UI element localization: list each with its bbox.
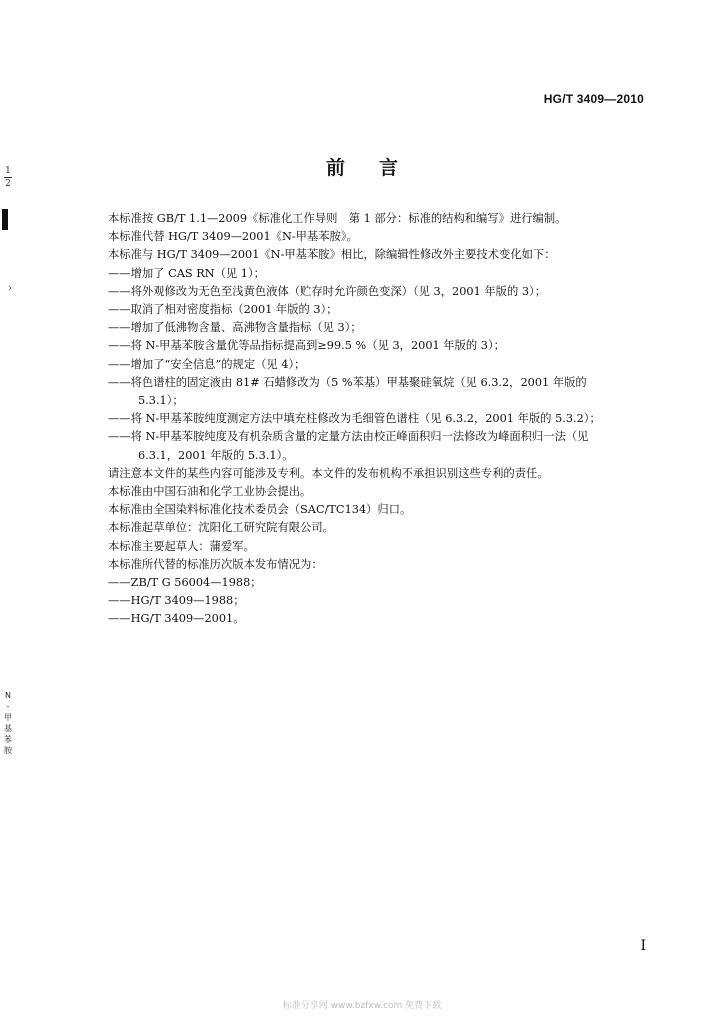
margin-black-mark: [2, 209, 8, 230]
paragraph: ——将色谱柱的固定液由 81# 石蜡修改为（5 %苯基）甲基聚硅氧烷（见 6.3.2，2001 年版的: [108, 375, 587, 389]
paragraph: 请注意本文件的某些内容可能涉及专利。本文件的发布机构不承担识别这些专利的责任。: [108, 466, 549, 480]
watermark: 标准分享网 www.bzfxw.com 免费下载: [282, 1001, 442, 1011]
fraction-denominator: 2: [5, 179, 11, 189]
paragraph: ——将外观修改为无色至浅黄色液体（贮存时允许颜色变深）（见 3，2001 年版的 3）；: [108, 284, 546, 298]
paragraph: 本标准主要起草人：蒲爱军。: [108, 539, 255, 553]
paragraph: ——增加了 CAS RN（见 1）；: [108, 266, 265, 280]
paragraph: ——将 N-甲基苯胺纯度测定方法中填充柱修改为毛细管色谱柱（见 6.3.2，2001 年版的 5.3.2）；: [108, 412, 601, 426]
paragraph: ——将 N-甲基苯胺纯度及有机杂质含量的定量方法由校正峰面积归一法修改为峰面积归一法（见: [108, 430, 589, 444]
paragraph: 本标准由中国石油和化学工业协会提出。: [108, 485, 312, 499]
paragraph: ——取消了相对密度指标（2001 年版的 3）；: [108, 303, 338, 317]
paragraph: 本标准代替 HG/T 3409—2001《N-甲基苯胺》。: [108, 230, 358, 244]
page-title: 前言: [325, 157, 432, 179]
paragraph: ——ZB/T G 56004—1988；: [108, 576, 262, 590]
side-label: N - 甲 基 苯 胺: [4, 691, 12, 755]
standard-code: HG/T 3409—2010: [543, 92, 644, 106]
margin-tick: ›: [8, 283, 12, 294]
paragraph: 5.3.1）；: [138, 394, 184, 408]
foreword-body: [108, 210, 648, 629]
fraction-numerator: 1: [5, 166, 11, 176]
paragraph: ——HG/T 3409—2001。: [108, 612, 245, 626]
paragraph: 6.3.1，2001 年版的 5.3.1）。: [138, 448, 294, 462]
paragraph: 本标准起草单位：沈阳化工研究院有限公司。: [108, 521, 334, 535]
paragraph: ——将 N-甲基苯胺含量优等品指标提高到≥99.5 %（见 3，2001 年版的 3）；: [108, 339, 505, 353]
paragraph: 本标准按 GB/T 1.1—2009《标准化工作导则 第 1 部分：标准的结构和编写》进行编制。: [108, 212, 567, 225]
paragraph: ——HG/T 3409—1988；: [108, 594, 245, 608]
paragraph: ——增加了低沸物含量、高沸物含量指标（见 3）；: [108, 321, 362, 335]
page-number: I: [640, 938, 646, 954]
paragraph: 本标准所代替的标准历次版本发布情况为：: [108, 557, 323, 571]
paragraph: ——增加了“安全信息”的规定（见 4）；: [108, 357, 306, 371]
paragraph: 本标准由全国染料标准化技术委员会（SAC/TC134）归口。: [108, 503, 412, 517]
paragraph: 本标准与 HG/T 3409—2001《N-甲基苯胺》相比，除编辑性修改外主要技术变化如下：: [108, 248, 556, 262]
